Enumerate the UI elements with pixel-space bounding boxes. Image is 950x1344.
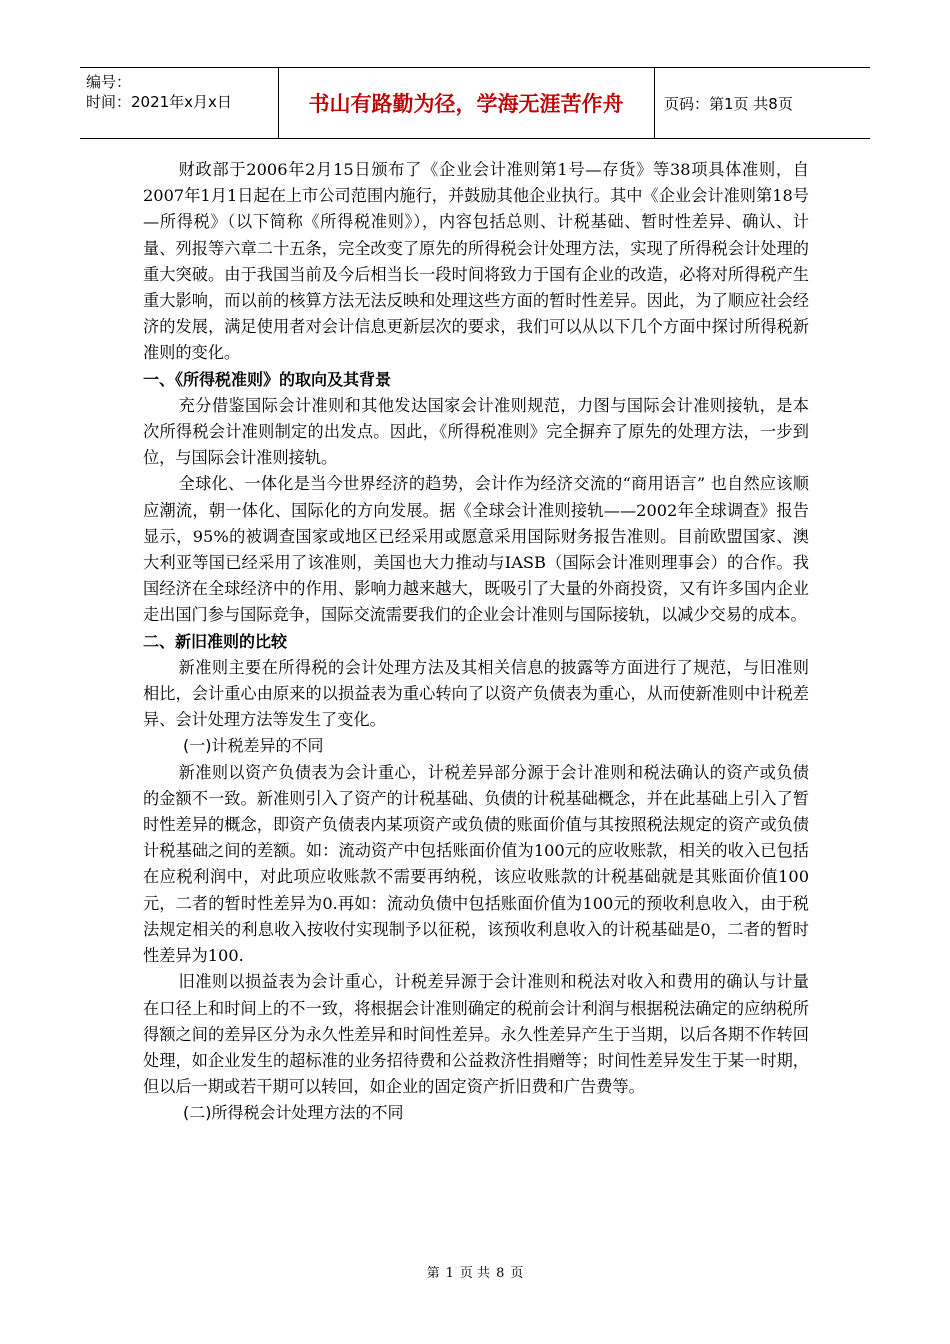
paragraph: 充分借鉴国际会计准则和其他发达国家会计准则规范，力图与国际会计准则接轨，是本次所得税会计准则制定的出发点。因此，《所得税准则》完全摒弃了原先的处理方法，一步到位，与国际会计准则接轨。	[143, 395, 809, 468]
paragraph: 新准则以资产负债表为会计重心，计税差异部分源于会计准则和税法确认的资产或负债的金额不一致。新准则引入了资产的计税基础、负债的计税基础概念，并在此基础上引入了暂时性差异的概念，即资产负债表内某项资产或负债的账面价值与其按照税法规定的资产或负债计税基础之间的差额。如：流动资产中包括账面价值为100元的应收账款，相关的收入已包括在应税利润中，对此项应收账款不需要再纳税，该应收账款的计税基础就是其账面价值100元，二者的暂时性差异为0.再如：流动负债中包括账面价值为100元的预收利息收入，由于税法规定相关的利息收入按收付实现制予以征税，该预收利息收入的计税基础是0，二者的暂时性差异为100.	[143, 762, 809, 966]
header-divider	[654, 68, 655, 138]
footer-page-total: 8	[496, 1266, 505, 1281]
paragraph: 新准则主要在所得税的会计处理方法及其相关信息的披露等方面进行了规范，与旧准则相比，会计重心由原来的以损益表为重心转向了以资产负债表为重心，从而使新准则中计税差异、会计处理方法等发生了变化。	[143, 657, 809, 730]
footer-prefix: 第	[426, 1266, 440, 1281]
paragraph: 全球化、一体化是当今世界经济的趋势，会计作为经济交流的“商用语言” 也自然应该顺应潮流，朝一体化、国际化的方向发展。据《全球会计准则接轨——2002年全球调查》报告显示，95%的被调查国家或地区已经采用或愿意采用国际财务报告准则。目前欧盟国家、澳大利亚等国已经采用了该准则，美国也大力推动与IASB（国际会计准则理事会）的合作。我国经济在全球经济中的作用、影响力越来越大，既吸引了大量的外商投资，又有许多国内企业走出国门参与国际竞争，国际交流需要我们的企业会计准则与国际接轨，以减少交易的成本。	[143, 474, 809, 625]
subsection-heading: (二)所得税会计处理方法的不同	[183, 1103, 404, 1123]
paragraph: 旧准则以损益表为会计重心，计税差异源于会计准则和税法对收入和费用的确认与计量在口径上和时间上的不一致，将根据会计准则确定的税前会计利润与根据税法确定的应纳税所得额之间的差异区分为永久性差异和时间性差异。永久性差异产生于当期，以后各期不作转回处理，如企业发生的超标准的业务招待费和公益救济性捐赠等；时间性差异发生于某一时期，但以后一期或若干期可以转回，如企业的固定资产折旧费和广告费等。	[143, 972, 809, 1097]
page-header	[80, 67, 870, 139]
page-footer	[0, 1262, 950, 1281]
section-heading: 二、新旧准则的比较	[143, 631, 288, 651]
subsection-heading: (一)计税差异的不同	[183, 736, 324, 756]
document-date: 时间：2021年x月x日	[86, 93, 232, 111]
section-heading: 一、《所得税准则》的取向及其背景	[143, 369, 392, 389]
header-meta	[86, 72, 274, 112]
header-motto: 书山有路勤为径，学海无涯苦作舟	[308, 92, 624, 116]
document-body	[143, 157, 809, 1127]
footer-suffix: 页	[510, 1266, 524, 1281]
footer-page-number: 1	[445, 1266, 454, 1281]
footer-mid: 页 共	[459, 1266, 491, 1281]
header-page-info: 页码：第1页 共8页	[664, 94, 793, 113]
document-number: 编号：	[86, 73, 132, 91]
paragraph: 财政部于2006年2月15日颁布了《企业会计准则第1号—存货》等38项具体准则，自2007年1月1日起在上市公司范围内施行，并鼓励其他企业执行。其中《企业会计准则第18号—所得税》（以下简称《所得税准则》），内容包括总则、计税基础、暂时性差异、确认、计量、列报等六章二十五条，完全改变了原先的所得税会计处理方法，实现了所得税会计处理的重大突破。由于我国当前及今后相当长一段时间将致力于国有企业的改造，必将对所得税产生重大影响，而以前的核算方法无法反映和处理这些方面的暂时性差异。因此，为了顺应社会经济的发展，满足使用者对会计信息更新层次的要求，我们可以从以下几个方面中探讨所得税新准则的变化。	[143, 160, 809, 363]
